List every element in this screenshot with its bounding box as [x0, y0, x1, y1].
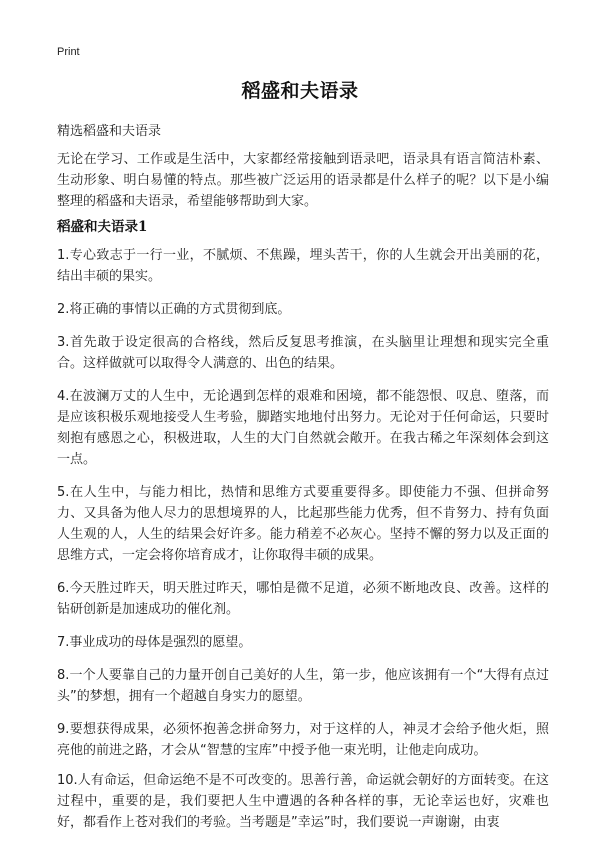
quote-list [57, 245, 549, 845]
section-heading: 稻盛和夫语录1 [57, 219, 148, 235]
quote-item-4: 4.在波澜万丈的人生中，无论遇到怎样的艰难和困境，都不能怨恨、叹息、堕落，而是应该积极乐观地接受人生考验，脚踏实地地付出努力。无论对于任何命运，只要时刻抱有感恩之心，积极进取，人生的大门自然就会敞开。在我古稀之年深刻体会到这一点。 [57, 389, 549, 467]
quote-item-3: 3.首先敢于设定很高的合格线，然后反复思考推演，在头脑里让理想和现实完全重合。这样做就可以取得令人满意的、出色的结果。 [57, 335, 549, 371]
quote-item-8: 8.一个人要靠自己的力量开创自己美好的人生，第一步，他应该拥有一个“大得有点过头”的梦想，拥有一个超越自身实力的愿望。 [57, 668, 549, 704]
quote-item-2: 2.将正确的事情以正确的方式贯彻到底。 [57, 302, 291, 317]
quote-item-6: 6.今天胜过昨天，明天胜过昨天，哪怕是微不足道，必须不断地改良、改善。这样的钻研创新是加速成功的催化剂。 [57, 581, 549, 617]
quote-item-1: 1.专心致志于一行一业，不腻烦、不焦躁，埋头苦干，你的人生就会开出美丽的花，结出丰硕的果实。 [57, 248, 549, 284]
document-title: 稻盛和夫语录 [241, 80, 359, 102]
quote-item-7: 7.事业成功的母体是强烈的愿望。 [57, 635, 252, 650]
print-link[interactable]: Print [57, 46, 80, 58]
document-subtitle: 精选稻盛和夫语录 [57, 124, 162, 139]
quote-item-5: 5.在人生中，与能力相比，热情和思维方式要重要得多。即使能力不强、但拼命努力、又具备为他人尽力的思想境界的人，比起那些能力优秀，但不肯努力、持有负面人生观的人，人生的结果会好许多。能力稍差不必灰心。坚持不懈的努力以及正面的思维方式，一定会将你培育成才，让你取得丰硕的成果。 [57, 485, 549, 563]
intro-paragraph: 无论在学习、工作或是生活中，大家都经常接触到语录吧，语录具有语言简洁朴素、生动形象、明白易懂的特点。那些被广泛运用的语录都是什么样子的呢？以下是小编整理的稻盛和夫语录，希望能够帮助到大家。 [57, 152, 549, 209]
quote-item-10: 10.人有命运，但命运绝不是不可改变的。思善行善，命运就会朝好的方面转变。在这过程中，重要的是，我们要把人生中遭遇的各种各样的事，无论幸运也好，灾难也好，都看作上苍对我们的考验。当考题是”幸运”时，我们要说一声谢谢，由衷 [57, 773, 549, 830]
quote-item-9: 9.要想获得成果，必须怀抱善念拼命努力，对于这样的人，神灵才会给予他火炬，照亮他的前进之路，才会从“智慧的宝库”中授予他一束光明，让他走向成功。 [57, 722, 549, 758]
